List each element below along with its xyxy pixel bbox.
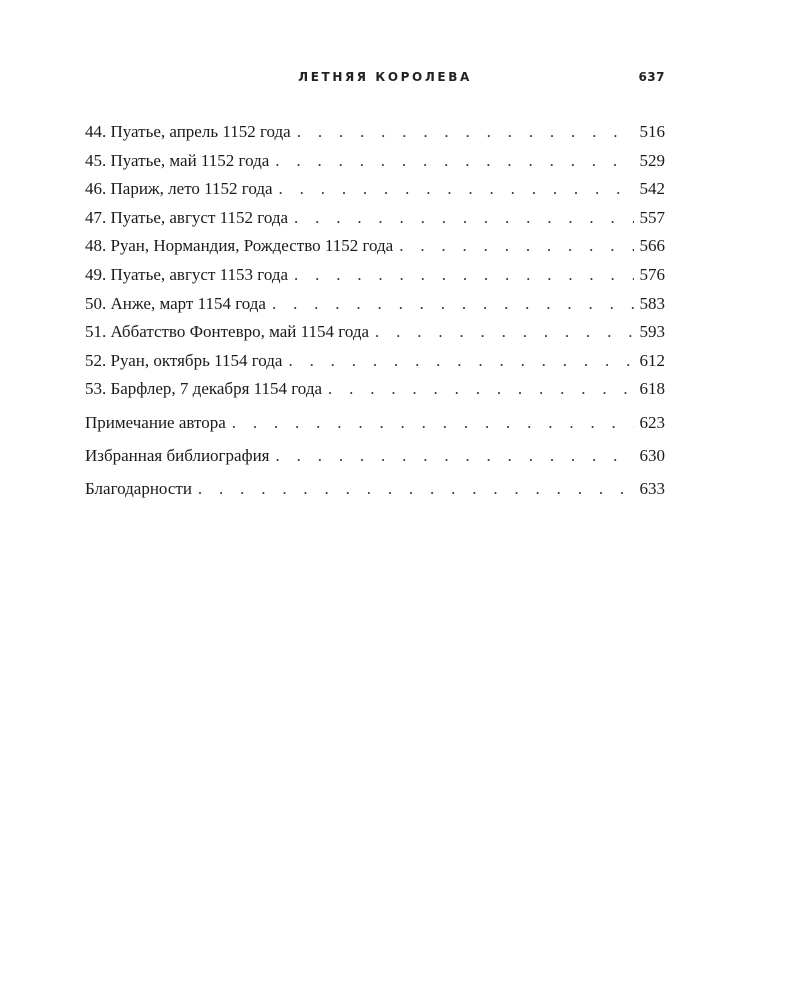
running-title: ЛЕТНЯЯ КОРОЛЕВА: [298, 70, 472, 84]
dot-leader: [275, 147, 633, 176]
toc-entry-chapter-47: [85, 204, 665, 233]
toc-entry-title: 53. Барфлер, 7 декабря 1154 года: [85, 379, 323, 399]
toc-entry-author-note: [85, 406, 665, 439]
toc-entry-chapter-46: [85, 175, 665, 204]
toc-entry-chapter-48: [85, 232, 665, 261]
toc-entry-chapter-52: [85, 347, 665, 376]
toc-entry-page: 566: [639, 236, 665, 256]
toc-entry-page: 630: [639, 445, 665, 465]
toc-entry-page: 633: [639, 478, 665, 498]
toc-entry-title: 51. Аббатство Фонтевро, май 1154 года: [85, 322, 370, 342]
toc-entry-chapter-44: [85, 118, 665, 147]
dot-leader: [294, 204, 633, 233]
toc-entry-title: 47. Пуатье, август 1152 года: [85, 207, 289, 227]
toc-entry-title: 44. Пуатье, апрель 1152 года: [85, 122, 291, 141]
toc-entry-chapter-50: [85, 290, 665, 319]
toc-entry-title: 52. Руан, октябрь 1154 года: [85, 350, 283, 370]
dot-leader: [276, 439, 634, 472]
toc-entry-chapter-53: [85, 375, 665, 404]
toc-entry-page: 529: [639, 150, 665, 170]
toc-entry-chapter-49: [85, 261, 665, 290]
dot-leader: [279, 175, 634, 204]
toc-entry-page: 516: [639, 122, 665, 141]
toc-entry-page: 612: [639, 350, 665, 370]
toc-entry-title: Благодарности: [85, 478, 192, 498]
dot-leader: [272, 290, 634, 319]
toc-entry-title: 48. Руан, Нормандия, Рождество 1152 года: [85, 236, 394, 256]
dot-leader: [232, 406, 634, 439]
toc-entry-chapter-45: [85, 147, 665, 176]
toc-entry-title: Примечание автора: [85, 412, 226, 432]
toc-entry-chapter-51: [85, 318, 665, 347]
toc-entry-page: 618: [639, 379, 665, 399]
toc-entry-acknowledgements: [85, 472, 665, 505]
toc-entry-page: 542: [639, 179, 665, 199]
toc-entry-page: 623: [639, 412, 665, 432]
toc-entry-bibliography: [85, 439, 665, 472]
table-of-contents: [85, 118, 665, 505]
toc-entry-page: 593: [639, 322, 665, 342]
toc-entry-title: Избранная библиография: [85, 445, 270, 465]
dot-leader: [297, 118, 634, 147]
dot-leader: [375, 318, 633, 347]
toc-entry-title: 49. Пуатье, август 1153 года: [85, 264, 289, 284]
toc-entry-page: 583: [639, 293, 665, 313]
toc-entry-title: 46. Париж, лето 1152 года: [85, 179, 273, 199]
page-number: 637: [638, 70, 665, 84]
toc-entry-title: 45. Пуатье, май 1152 года: [85, 150, 270, 170]
dot-leader: [328, 375, 633, 404]
dot-leader: [288, 347, 633, 376]
dot-leader: [399, 232, 633, 261]
dot-leader: [294, 261, 633, 290]
toc-entry-title: 50. Анже, март 1154 года: [85, 293, 266, 313]
toc-entry-page: 576: [639, 264, 665, 284]
toc-entry-page: 557: [639, 207, 665, 227]
running-head: [85, 70, 665, 90]
dot-leader: [198, 472, 634, 505]
